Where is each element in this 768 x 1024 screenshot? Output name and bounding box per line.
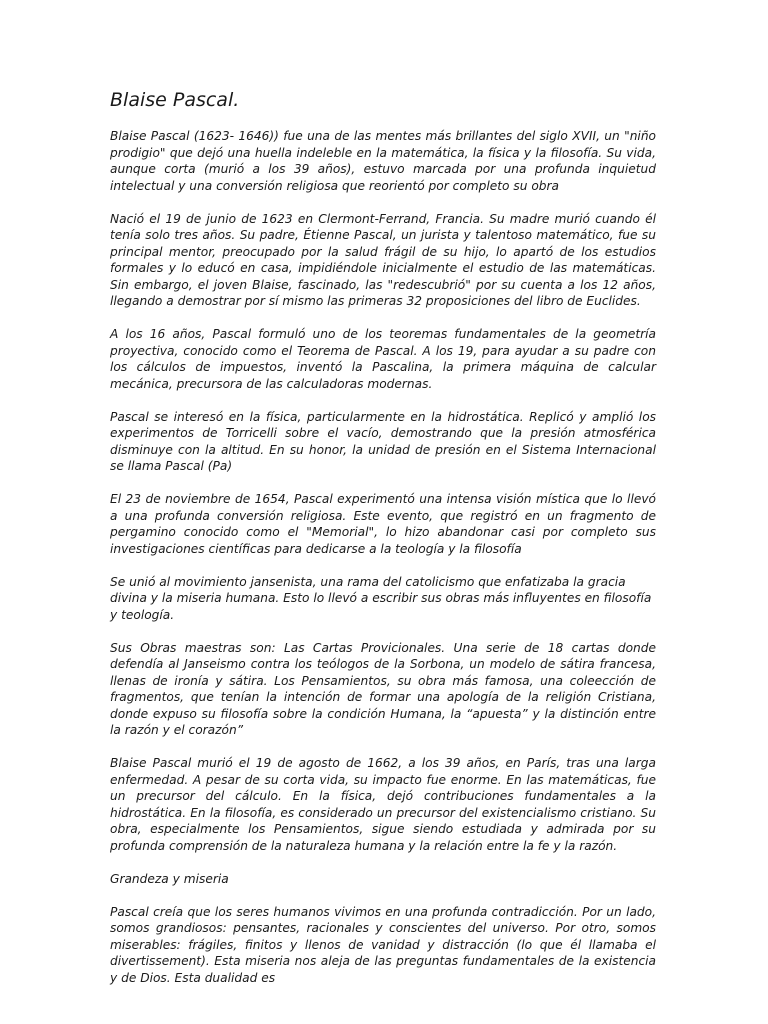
- paragraph-jansenism: Se unió al movimiento jansenista, una rama del catolicismo que enfatizaba la gracia divina y la miseria humana. Esto lo llevó a escribir sus obras más influyentes en filosofía y teología.: [110, 574, 652, 622]
- section-heading: Grandeza y miseria: [110, 871, 229, 886]
- paragraph-physics: Pascal se interesó en la física, particularmente en la hidrostática. Replicó y amplió los experimentos de Torricelli sobre el vacío, demostrando que la presión atmosférica disminuye con la altitud. En su honor, la unidad de presión en el Sistema Internacional se llama Pascal (Pa): [110, 409, 656, 473]
- paragraph-works: Sus Obras maestras son: Las Cartas Provicionales. Una serie de 18 cartas donde defendía al Janseismo contra los teólogos de la Sorbona, un modelo de sátira francesa, llenas de ironía y sátira. Los Pensamientos, su obra más famosa, una coleección de fragmentos, que tenían la intención de formar una apología de la religión Cristiana, donde expuso su filosofía sobre la condición Humana, la “apuesta” y la distinción entre la razón y el corazón”: [110, 640, 656, 737]
- paragraph-birth: Nació el 19 de junio de 1623 en Clermont-Ferrand, Francia. Su madre murió cuando él tenía solo tres años. Su padre, Étienne Pascal, un jurista y talentoso matemático, fue su principal mentor, preocupado por la salud frágil de su hijo, lo apartó de los estudios formales y lo educó en casa, impidiéndole inicialmente el estudio de las matemáticas. Sin embargo, el joven Blaise, fascinado, las "redescubrió" por su cuenta a los 12 años, llegando a demostrar por sí mismo las primeras 32 proposiciones del libro de Euclides.: [110, 211, 656, 308]
- document-title: Blaise Pascal.: [110, 89, 240, 111]
- document-page: [110, 88, 656, 1003]
- paragraph-grandeza: Pascal creía que los seres humanos vivimos en una profunda contradicción. Por un lado, somos grandiosos: pensantes, racionales y conscientes del universo. Por otro, somos miserables: frágiles, finitos y llenos de vanidad y distracción (lo que él llamaba el divertissement). Esta miseria nos aleja de las preguntas fundamentales de la existencia y de Dios. Esta dualidad es: [110, 904, 656, 985]
- paragraph-death: Blaise Pascal murió el 19 de agosto de 1662, a los 39 años, en París, tras una larga enfermedad. A pesar de su corta vida, su impacto fue enorme. En las matemáticas, fue un precursor del cálculo. En la física, dejó contribuciones fundamentales a la hidrostática. En la filosofía, es considerado un precursor del existencialismo cristiano. Su obra, especialmente los Pensamientos, sigue siendo estudiada y admirada por su profunda comprensión de la naturaleza humana y la relación entre la fe y la razón.: [110, 756, 656, 853]
- paragraph-intro: Blaise Pascal (1623- 1646)) fue una de las mentes más brillantes del siglo XVII, un "niño prodigio" que dejó una huella indeleble en la matemática, la física y la filosofía. Su vida, aunque corta (murió a los 39 años), estuvo marcada por una profunda inquietud intelectual y una conversión religiosa que reorientó por completo su obra: [110, 129, 656, 193]
- paragraph-theorem: A los 16 años, Pascal formuló uno de los teoremas fundamentales de la geometría proyectiva, conocido como el Teorema de Pascal. A los 19, para ayudar a su padre con los cálculos de impuestos, inventó la Pascalina, la primera máquina de calcular mecánica, precursora de las calculadoras modernas.: [110, 327, 656, 391]
- paragraph-conversion: El 23 de noviembre de 1654, Pascal experimentó una intensa visión mística que lo llevó a una profunda conversión religiosa. Este evento, que registró en un fragmento de pergamino conocido como el "Memorial", lo hizo abandonar casi por completo sus investigaciones científicas para dedicarse a la teología y la filosofía: [110, 492, 656, 556]
